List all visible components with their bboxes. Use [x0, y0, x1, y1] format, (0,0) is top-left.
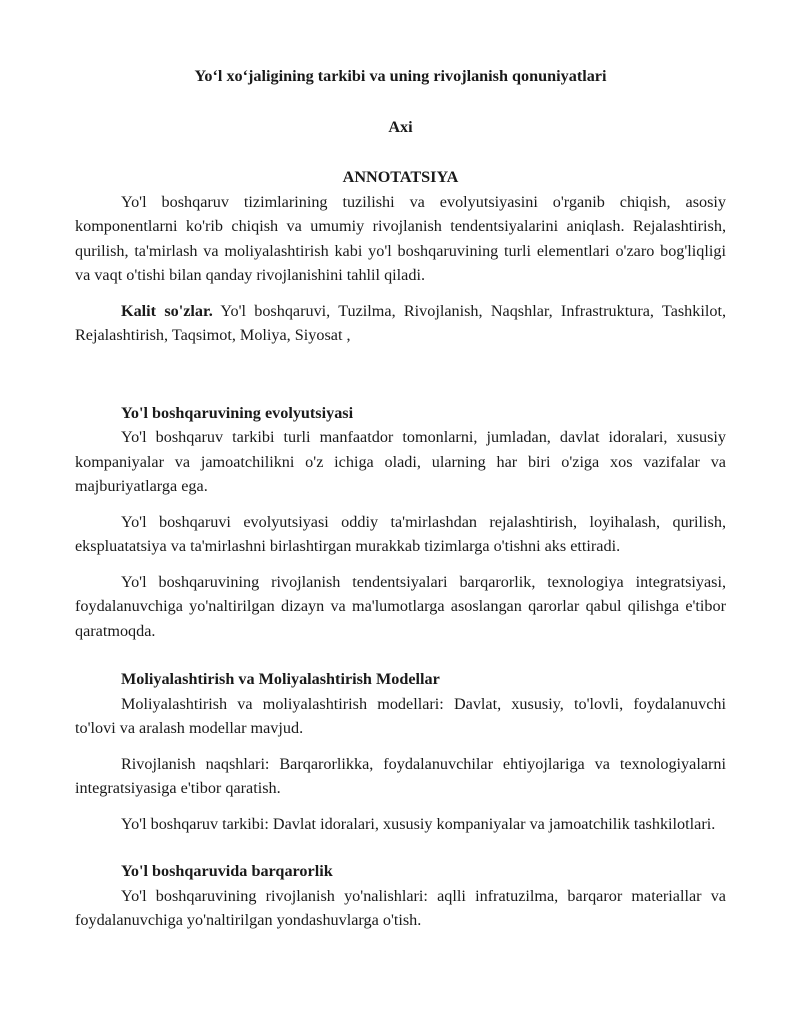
section-paragraph: Yo'l boshqaruvining rivojlanish tendentsiyalari barqarorlik, texnologiya integratsiyasi, foydalanuvchiga yo'naltirilgan dizayn va ma'lumotlarga asoslangan qarorlar qabul qilishga e'tibor qaratmoqda.	[75, 572, 726, 640]
author-name: Axi	[388, 117, 413, 136]
section-paragraph: Yo'l boshqaruvining rivojlanish yo'nalishlari: aqlli infratuzilma, barqaror materiallar va foydalanuvchiga yo'naltirilgan yondashuvlarga o'tish.	[75, 886, 726, 929]
keywords-label: Kalit so'zlar.	[121, 301, 213, 320]
section-paragraph: Yo'l boshqaruv tarkibi: Davlat idoralari, xususiy kompaniyalar va jamoatchilik tashkilotlari.	[121, 814, 716, 833]
document-page	[75, 64, 726, 933]
section-paragraph: Yo'l boshqaruv tarkibi turli manfaatdor tomonlarni, jumladan, davlat idoralari, xususiy kompaniyalar va jamoatchilikni o'z ichiga oladi, ularning har biri o'ziga xos vazifalar va majburiyatlarga ega.	[75, 428, 726, 495]
section-paragraph: Yo'l boshqaruvi evolyutsiyasi oddiy ta'mirlashdan rejalashtirish, loyihalash, qurilish, ekspluatatsiya va ta'mirlashni birlashtirgan murakkab tizimlarga o'tishni aks ettiradi.	[75, 512, 726, 555]
keywords-text: Yo'l boshqaruvi, Tuzilma, Rivojlanish, Naqshlar, Infrastruktura, Tashkilot, Rejalashtirish, Taqsimot, Moliya, Siyosat ,	[75, 301, 726, 344]
annotation-text: Yo'l boshqaruv tizimlarining tuzilishi va evolyutsiyasini o'rganib chiqish, asosiy komponentlarni ko'rib chiqish va umumiy rivojlanish tendentsiyalarini aniqlash. Rejalashtirish, qurilish, ta'mirlash va moliyalashtirish kabi yo'l boshqaruvining turli elementlari o'zaro bog'liqligi va vaqt o'tishi bilan qanday rivojlanishini tahlil qiladi.	[75, 192, 726, 284]
section-heading-sustainability: Yo'l boshqaruvida barqarorlik	[121, 862, 333, 880]
section-paragraph: Moliyalashtirish va moliyalashtirish modellari: Davlat, xususiy, to'lovli, foydalanuvchi to'lovi va aralash modellar mavjud.	[75, 694, 726, 737]
section-heading-evolution: Yo'l boshqaruvining evolyutsiyasi	[121, 403, 354, 422]
section-paragraph: Rivojlanish naqshlari: Barqarorlikka, foydalanuvchilar ehtiyojlariga va texnologiyalarni integratsiyasiga e'tibor qaratish.	[75, 754, 726, 797]
document-title: Yo‘l xo‘jaligining tarkibi va uning rivojlanish qonuniyatlari	[194, 67, 607, 85]
keywords-paragraph	[75, 299, 726, 348]
annotation-heading: ANNOTATSIYA	[342, 168, 459, 186]
section-heading-financing: Moliyalashtirish va Moliyalashtirish Modellar	[121, 670, 440, 688]
